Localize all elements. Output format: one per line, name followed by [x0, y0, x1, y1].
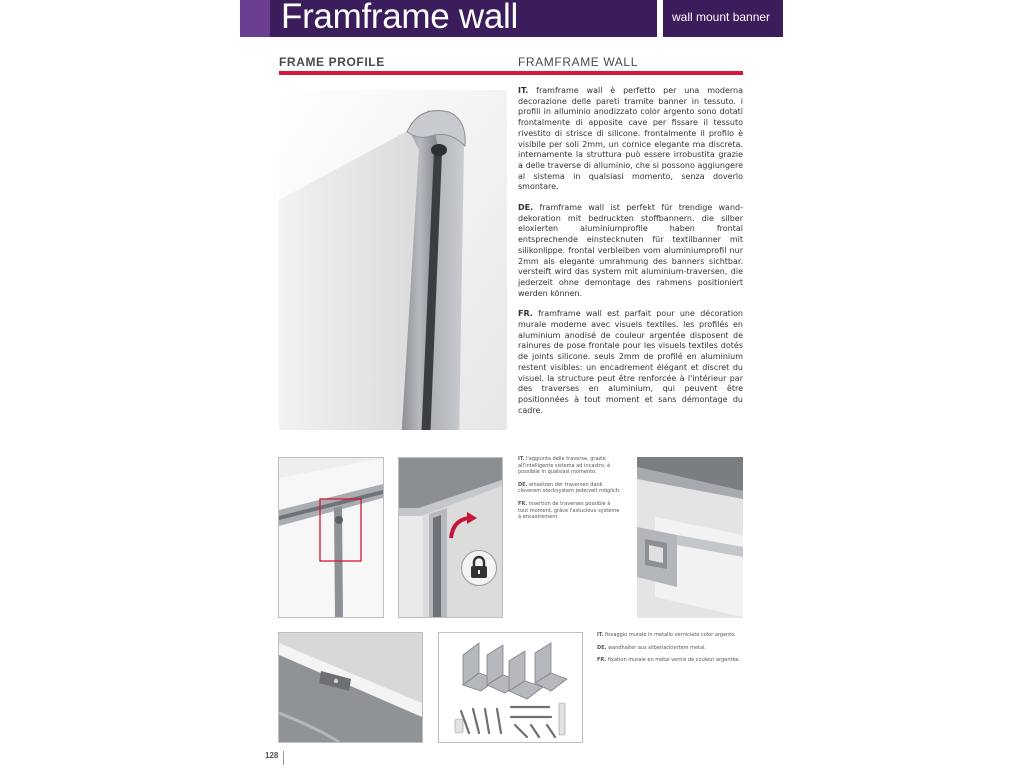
section-heading-right: FRAMFRAME WALL — [518, 55, 638, 69]
traverse-caption-de — [518, 482, 621, 495]
frame-profile-photo — [279, 90, 507, 443]
description-de — [518, 203, 743, 299]
traverse-caption-it-code: IT. — [518, 456, 525, 462]
lang-code-it: IT. — [518, 86, 529, 95]
page-title: Framframe wall — [281, 0, 518, 36]
lang-code-fr: FR. — [518, 309, 533, 319]
traverse-caption-it — [518, 456, 621, 476]
fixing-caption-fr-code: FR. — [597, 657, 607, 664]
traverse-detail-photo — [278, 457, 384, 618]
fixing-caption-fr — [597, 657, 743, 664]
padlock-icon — [461, 550, 497, 586]
description-it — [518, 86, 743, 193]
brackets-screws-photo — [438, 632, 583, 743]
description-fr-text: framframe wall est parfait pour une décoration murale moderne avec visuels textiles. les profilés en aluminium anodisé de couleur argentée disposent de rainures de pose frontale pour les visuels textiles dotés de joints silicone. seuls 2mm de profilé en aluminium restent visibles: un encadrement élégant et discret du visuel. la structure peut être renforcée à l'intérieur par des traverses en aluminium, qui peuvent être positionnées à tout moment et sans démontage du cadre. — [518, 309, 744, 415]
description-it-text: framframe wall è perfetto per una moderna decorazione delle pareti tramite banner in tessuto. i profili in alluminio anodizzato color argento sono dotati frontalmente di apposite cave per fissare il tessuto rivestito di strisce di silicone. frontalmente il profilo è visibile per soli 2mm, un cornice elegante ma discreta. internamente la struttura può essere irrobustita grazie a delle traverse di alluminio, che si possono aggiungere al sistema in qualsiasi momento, senza doverlo smontare. — [518, 86, 743, 192]
description-fr — [518, 309, 743, 416]
traverse-caption-de-text: einsetzen der traversen dank cleverem stecksystem jederzeit möglich. — [518, 481, 621, 495]
fixing-caption-it-text: fissaggio murale in metallo verniciato color argento. — [605, 632, 736, 638]
traverse-caption-de-code: DE. — [518, 481, 528, 488]
header-accent — [240, 0, 270, 37]
wall-fixing-photo — [278, 632, 423, 743]
fixing-caption — [597, 632, 743, 670]
fixing-caption-de — [597, 645, 743, 652]
page-number: 128 — [265, 751, 279, 760]
fixing-caption-fr-text: fixation murale en métal vernis de couleur argentée. — [607, 657, 741, 664]
traverse-caption-it-text: l'aggiunta delle traverse, grazie all'intelligente sistema ad incastro, è possibile in qualsiasi momento. — [518, 456, 611, 476]
traverse-caption-fr-code: FR. — [518, 500, 528, 507]
insertion-detail-photo — [398, 457, 503, 618]
fixing-caption-it — [597, 632, 743, 639]
fixing-caption-it-code: IT. — [597, 632, 604, 638]
section-heading-left: FRAME PROFILE — [279, 55, 385, 69]
curved-arrow-icon — [447, 512, 479, 542]
fixing-caption-de-text: wandhalter aus silberlackiertem metal. — [608, 644, 707, 651]
traverse-caption-fr — [518, 501, 621, 521]
fixing-caption-de-code: DE. — [597, 644, 607, 651]
description-text — [518, 86, 743, 426]
lang-code-de: DE. — [518, 203, 534, 213]
page-number-divider — [283, 751, 284, 765]
header-separator — [657, 0, 663, 37]
traverse-caption-fr-text: insertion de traverses possible à tout moment, grâce l'astucieux système à encastrement. — [518, 500, 620, 521]
page-subtitle: wall mount banner — [672, 10, 771, 24]
description-de-text: framframe wall ist perfekt für trendige wand-dekoration mit bedruckten stoffbannern. die silber eloxierten aluminiumprofile haben frontal entsprechende einstecknuten für textilbanner mit silikonlippe. frontal verbleiben vom aluminiumprofil nur 2mm als elegante umrahmung des banners sichtbar. versteift wird das system mit aluminium-traversen, die jederzeit ohne demontage des rahmens positioniert werden können. — [518, 203, 743, 298]
section-rule — [279, 71, 743, 75]
traverse-caption — [518, 456, 621, 527]
frame-corner-photo — [637, 457, 743, 618]
